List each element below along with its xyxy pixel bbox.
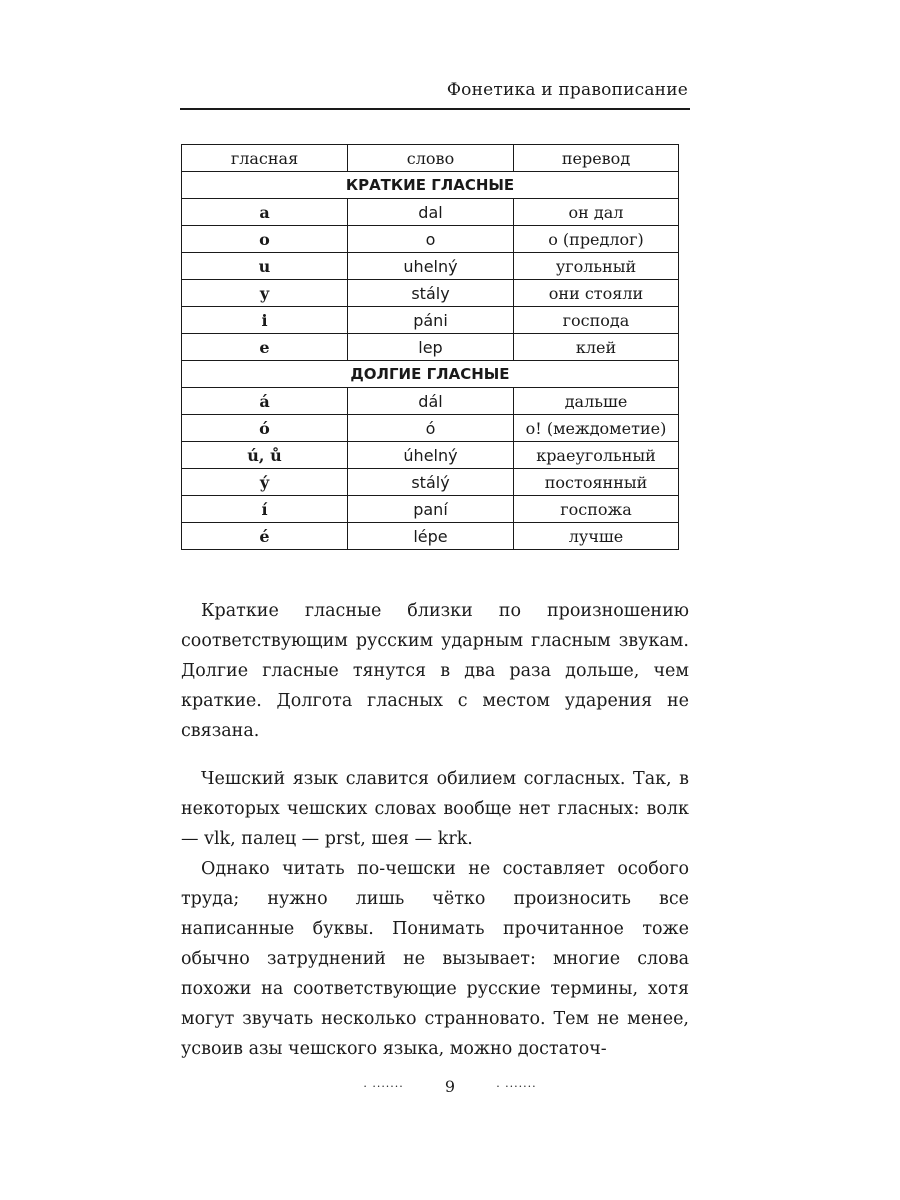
column-header-word: слово bbox=[348, 145, 514, 172]
vowels-table bbox=[181, 144, 679, 550]
vowel-cell: u bbox=[182, 253, 348, 280]
running-head: Фонетика и правописание bbox=[446, 80, 688, 100]
paragraph: Чешский язык славится обилием согласных. Так, в некоторых чешских словах вообще нет гласных: волк — vlk, палец — prst, шея — krk. bbox=[181, 769, 689, 849]
section-title-short-vowels: КРАТКИЕ ГЛАСНЫЕ bbox=[182, 172, 679, 199]
translation-cell: краеугольный bbox=[514, 442, 679, 469]
word-cell: uhelný bbox=[348, 253, 514, 280]
vowel-cell: o bbox=[182, 226, 348, 253]
table-row bbox=[182, 388, 679, 415]
table-row bbox=[182, 334, 679, 361]
section-row-long-vowels bbox=[182, 361, 679, 388]
vowel-cell: y bbox=[182, 280, 348, 307]
vowel-cell: í bbox=[182, 496, 348, 523]
table-row bbox=[182, 226, 679, 253]
table-row bbox=[182, 469, 679, 496]
column-header-translation: перевод bbox=[514, 145, 679, 172]
word-cell: stály bbox=[348, 280, 514, 307]
word-cell: o bbox=[348, 226, 514, 253]
vowel-cell: ú, ů bbox=[182, 442, 348, 469]
translation-cell: дальше bbox=[514, 388, 679, 415]
header-rule bbox=[180, 108, 690, 110]
table-row bbox=[182, 307, 679, 334]
table-row bbox=[182, 523, 679, 550]
footer-ornament-left: · ······· bbox=[363, 1080, 404, 1093]
translation-cell: господа bbox=[514, 307, 679, 334]
translation-cell: он дал bbox=[514, 199, 679, 226]
translation-cell: угольный bbox=[514, 253, 679, 280]
table-header-row bbox=[182, 145, 679, 172]
word-cell: lépe bbox=[348, 523, 514, 550]
paragraph-block-1 bbox=[181, 596, 689, 746]
page-footer bbox=[0, 1077, 900, 1096]
footer-ornament-right: · ······· bbox=[496, 1080, 537, 1093]
section-row-short-vowels bbox=[182, 172, 679, 199]
word-cell: dal bbox=[348, 199, 514, 226]
table-row bbox=[182, 199, 679, 226]
translation-cell: госпожа bbox=[514, 496, 679, 523]
word-cell: páni bbox=[348, 307, 514, 334]
word-cell: dál bbox=[348, 388, 514, 415]
paragraph: Краткие гласные близки по произношению соответствующим русским ударным гласным звукам. Долгие гласные тянутся в два раза дольше, чем краткие. Долгота гласных с местом ударения не связана. bbox=[181, 601, 689, 741]
column-header-vowel: гласная bbox=[182, 145, 348, 172]
translation-cell: о (предлог) bbox=[514, 226, 679, 253]
vowel-cell: a bbox=[182, 199, 348, 226]
word-cell: stálý bbox=[348, 469, 514, 496]
vowel-cell: i bbox=[182, 307, 348, 334]
paragraph: Однако читать по-чешски не составляет особого труда; нужно лишь чётко произносить все написанные буквы. Понимать прочитанное тоже обычно затруднений не вызывает: многие слова похожи на соответствующие русские термины, хотя могут звучать несколько странновато. Тем не менее, усвоив азы чешского языка, можно достаточ- bbox=[181, 859, 689, 1059]
vowel-cell: ó bbox=[182, 415, 348, 442]
word-cell: lep bbox=[348, 334, 514, 361]
paragraph-block-2 bbox=[181, 764, 689, 1064]
table-row bbox=[182, 415, 679, 442]
word-cell: paní bbox=[348, 496, 514, 523]
translation-cell: клей bbox=[514, 334, 679, 361]
page-number: 9 bbox=[444, 1077, 456, 1096]
word-cell: úhelný bbox=[348, 442, 514, 469]
translation-cell: лучше bbox=[514, 523, 679, 550]
section-title-long-vowels: ДОЛГИЕ ГЛАСНЫЕ bbox=[182, 361, 679, 388]
table-row bbox=[182, 280, 679, 307]
table-row bbox=[182, 253, 679, 280]
vowel-cell: á bbox=[182, 388, 348, 415]
vowel-cell: é bbox=[182, 523, 348, 550]
table-row bbox=[182, 442, 679, 469]
table-row bbox=[182, 496, 679, 523]
word-cell: ó bbox=[348, 415, 514, 442]
translation-cell: о! (междометие) bbox=[514, 415, 679, 442]
vowel-cell: ý bbox=[182, 469, 348, 496]
translation-cell: они стояли bbox=[514, 280, 679, 307]
translation-cell: постоянный bbox=[514, 469, 679, 496]
vowel-cell: e bbox=[182, 334, 348, 361]
